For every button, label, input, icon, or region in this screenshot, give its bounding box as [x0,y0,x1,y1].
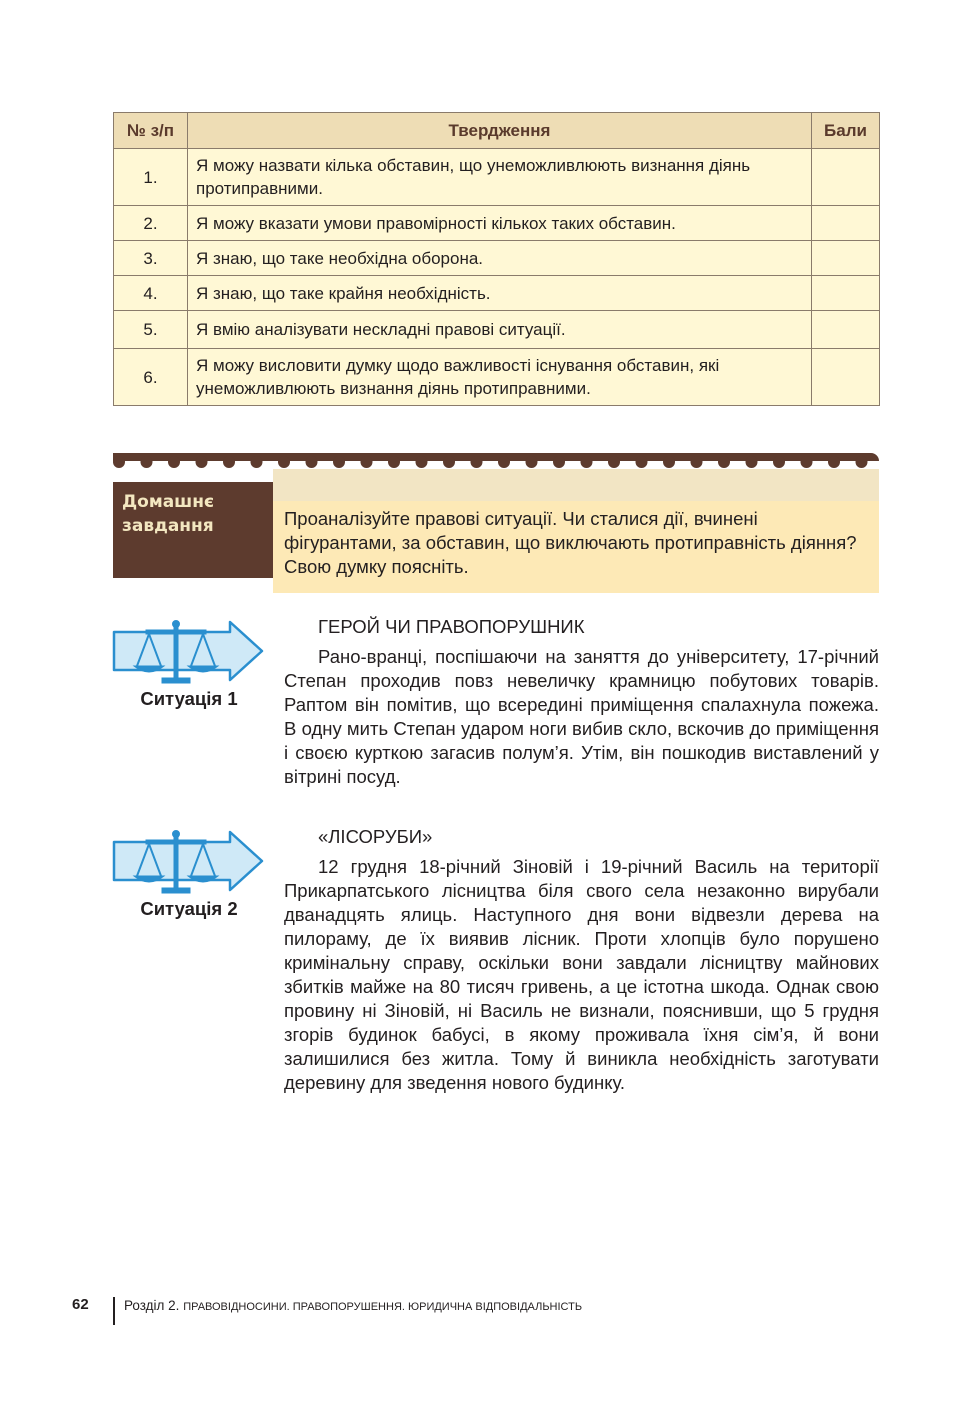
homework-text-box [273,501,879,593]
row-score-cell[interactable] [812,206,880,241]
row-score-cell[interactable] [812,276,880,311]
homework-label-line1: Домашнє [122,492,215,512]
table-row [114,349,880,406]
row-number: 5. [114,311,188,349]
row-number: 2. [114,206,188,241]
row-statement: Я знаю, що таке необхідна оборона. [188,241,812,276]
homework-divider-band [113,453,879,469]
scales-arrow-icon [112,826,264,898]
running-footer [124,1298,582,1313]
homework-label-line2: завдання [122,516,214,536]
row-number: 1. [114,149,188,206]
row-score-cell[interactable] [812,241,880,276]
homework-top-strip [273,469,879,501]
situation-2-text: 12 грудня 18-річний Зіновій і 19-річний Василь на території Прикарпатського лісництва біля свого села незаконно вирубали дванадцять ялиць. Наступного дня вони відвезли дерева на пилораму, де їх виявив лісник. Проти хлопців було порушено кримінальну справу, оскільки вони завдали лісництву майнових збитків майже на 80 тисяч гривень, а це істотна шкода. Однак свою провину ні Зіновій, ні Василь не визнали, пояснивши, що 5 грудня згорів будинок бабусі, в якому проживала їхня сім’я, й вони залишилися без житла. Тому й виникла необхідність заготувати деревину для зведення нового будинку. [284,856,879,1093]
situation-1-title: ГЕРОЙ ЧИ ПРАВОПОРУШНИК [318,616,585,637]
table-row [114,276,880,311]
row-statement: Я вмію аналізувати нескладні правові ситуації. [188,311,812,349]
scales-arrow-icon [112,616,264,688]
situation-1-content [284,615,879,789]
row-score-cell[interactable] [812,311,880,349]
table-row [114,149,880,206]
row-statement: Я знаю, що таке крайня необхідність. [188,276,812,311]
page-number: 62 [72,1296,89,1313]
situation-2-label: Ситуація 2 [140,898,238,919]
column-header-statement: Твердження [188,113,812,149]
footer-section-title: ПРАВОВІДНОСИНИ. ПРАВОПОРУШЕННЯ. ЮРИДИЧНА ВІДПОВІДАЛЬНІСТЬ [183,1301,583,1313]
footer-divider [113,1297,115,1325]
dots-decoration [113,455,879,469]
situation-2-title: «ЛІСОРУБИ» [318,826,433,847]
self-assessment-table [113,112,880,406]
row-score-cell[interactable] [812,149,880,206]
column-header-number: № з/п [114,113,188,149]
row-number: 3. [114,241,188,276]
homework-label-box [113,482,273,578]
situation-1-label: Ситуація 1 [140,688,238,709]
footer-section-prefix: Розділ 2. [124,1298,184,1313]
homework-text: Проаналізуйте правові ситуації. Чи сталися дії, вчинені фігурантами, за обставин, що виключають протиправність діяння? Свою думку поясніть. [284,508,857,577]
table-header-row [114,113,880,149]
row-number: 4. [114,276,188,311]
row-score-cell[interactable] [812,349,880,406]
row-statement: Я можу вказати умови правомірності кількох таких обставин. [188,206,812,241]
situation-2-content [284,825,879,1095]
table-row [114,206,880,241]
row-number: 6. [114,349,188,406]
table-row [114,311,880,349]
table-row [114,241,880,276]
row-statement: Я можу назвати кілька обставин, що унеможливлюють визнання діянь протиправними. [188,149,812,206]
situation-1-text: Рано-вранці, поспішаючи на заняття до університету, 17-річний Степан проходив повз невеличку крамницю побутових товарів. Раптом він помітив, що всередині приміщення спалахнула пожежа. В одну мить Степан ударом ноги вибив скло, вскочив до приміщення і своєю курткою загасив полум’я. Утім, він пошкодив виставлений у вітрині посуд. [284,646,879,787]
row-statement: Я можу висловити думку щодо важливості існування обставин, які унеможливлюють визнання діянь протиправними. [188,349,812,406]
column-header-score: Бали [812,113,880,149]
